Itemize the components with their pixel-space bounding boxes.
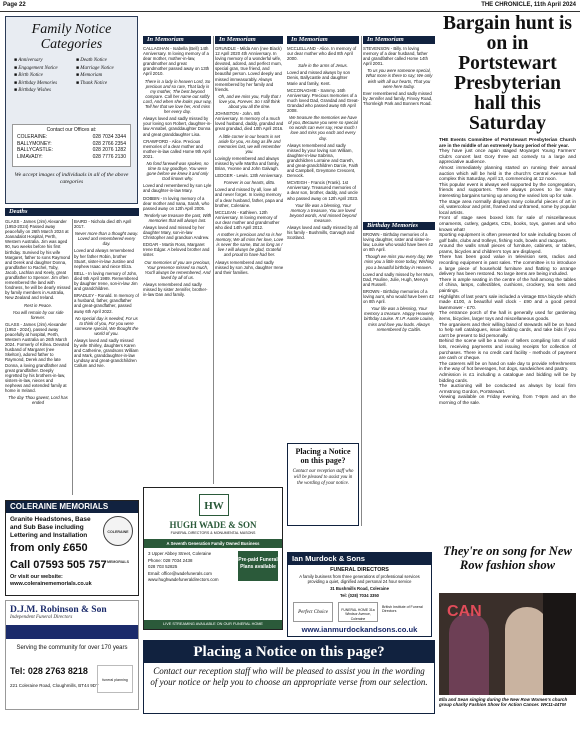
ad-title: D.J.M. Robinson & Son	[10, 605, 107, 615]
notice-text: BAIRD - Nichola died 4th April 2017.	[74, 219, 132, 230]
contact-title: Contact our Offices at:	[46, 127, 97, 133]
article-paragraph: There has been good value in television sets, radios and recording equipment in past sales. The committee is to introduce a large piece of household furniture and flatting to arrange delivery has been restored. No large items are being included.	[439, 254, 576, 277]
funeral-plan-badge: funeral planning	[97, 665, 133, 693]
column-divider	[361, 36, 362, 526]
notice-text: Always loved and missed by her daughter Mary, son-in-law Christopher and grandson Andrew.	[143, 225, 210, 241]
verse-text: You will remain by our side forever.	[12, 309, 64, 320]
notice-text: MCCLELLAND - Alice. In memory of our dear mother who died 8th April 2000.	[287, 46, 357, 62]
article-paragraph: This popular event is always well supported by the congregation, friends and supporters. There always proves to be many interesting bargains turning up among the varied lots up for sale.	[439, 181, 576, 198]
ad-subtitle: Independent Funeral Directors	[10, 615, 73, 620]
notice-text: EDGAR - Martin Ross, Margaret Irene Edgar. A beloved brother and sister.	[143, 242, 210, 258]
hw-logo-icon: HW	[199, 494, 229, 516]
article-paragraph: Highlights of last year's sale included a vintage BSA bicycle which made £100, a beautiful wall clock - £90 and a good petrol lawnmower - £70.	[439, 293, 576, 310]
placing-notice-box	[287, 443, 359, 526]
category-item: ■ Birthday Wishes	[14, 88, 51, 93]
article-paragraph: The organisers and their willing band of stewards will be on hand to help sell catalogues, issue bidding cards, and take bids if you can't be present to bid personally.	[439, 321, 576, 338]
notice-text: Ever remembered and sadly missed by Jennifer and family, Finvoy Road, Thornleigh Park and Bonners Road.	[363, 90, 433, 106]
category-list-left	[14, 57, 58, 95]
in-memoriam-heading: In Memoriam	[363, 36, 435, 44]
notice-text: BROWN - Birthday memories of a loving aunt, who would have been 42 on 8th April.	[363, 288, 434, 305]
article-paragraph: There is ample seating in the centre of the hall among the tables of china, lamps, collectibles, cushions, crockery, tea sets and paintings.	[439, 276, 576, 294]
notice-text: BROWN - Birthday memories of a loving daughter, sister and sister-in-law, Louise who would have been 42 on 8th April.	[363, 232, 433, 253]
notice-text: CALLAGHAN - Isabella (Bell) 14th Anniversary. In loving memory of a dear mother, mother-in-law, grandmother and great grandmother passed away on 13th April 2010.	[143, 46, 210, 77]
verse-text: The day Thou gavest, Lord has ended	[8, 395, 68, 406]
column-divider	[72, 219, 73, 495]
sign-text: CAN	[447, 603, 482, 620]
verse-text: No fond farewell was spoken, no time to say goodbye, You were gone before we knew it and only God knows why.	[146, 160, 209, 182]
placing-notice-banner	[143, 640, 435, 714]
news-article	[439, 14, 576, 406]
notice-text: BRADLEY - Ronald. In memory of a husband, father, grandfather and great-grandfather, passed away 6th April 2022.	[74, 293, 139, 314]
verse-text: To us you were someone special, What more is there to say; We only wish with all our hearts, That you were here today.	[365, 68, 433, 89]
ad-subtitle: FUNERAL DIRECTORS	[330, 567, 389, 573]
article-paragraph: The caterers will be on hand on sale day to provide refreshments in the way of hot beverages, hot dogs, sandwiches and pastry.	[439, 360, 576, 372]
category-item: ■ Engagement Notice	[14, 65, 58, 71]
ad-description: A family business from three generations of professional services providing a quiet, dignified and personal 24 hour service	[299, 574, 420, 584]
notice-text: Always loved and sadly missed by all his family - Bushmills, Garvagh and Scotland.	[287, 225, 358, 241]
category-item: ■ Death Notice	[76, 58, 107, 63]
banner-text: Contact our reception staff who will be pleased to assist you in the wording of your notice or help you to choose an appropriate verse from our selection.	[150, 666, 428, 688]
notice-text: MCCLEAN - Kathleen. 12th Anniversary. In loving memory of our dear mother and grandmother who died 14th April 2012.	[215, 209, 280, 230]
verse-text: A little corner in our hearts is set aside for you, As long as life and memories last, we will remember you.	[218, 133, 281, 154]
verse-text: Our memories of you are precious, Your presence missed so much, You'll always be remembered, And loved by all of us.	[144, 259, 211, 280]
contact-line: 3 Upper Abbey Street, Coleraine	[148, 551, 212, 556]
office-row: LIMAVADY: 028 7776 2130	[17, 153, 126, 160]
deaths-column	[5, 219, 71, 497]
verse-text: Never more than a thought away. Loved and remembered every day.	[74, 231, 139, 247]
contact-line: Email: office@wadefunerals.com	[148, 570, 212, 576]
in-memoriam-column-2	[143, 46, 212, 484]
paper-date: THE CHRONICLE, 11th April 2024	[481, 2, 576, 8]
article-paragraph: Behind the scene will be a team of tellers compiling lots of sold lots, receiving payments and issuing receipts for collection of purchases. There is no credit card facility - methods of payment are cash or cheque.	[439, 338, 576, 361]
article-paragraph: The stage area normally displays many colourful pieces of art in oil, watercolour and print, framed and unframed, some by popular local artists.	[439, 198, 576, 215]
contact-line: www.hughwadefuneraldirectors.com	[148, 577, 219, 582]
ad-subtitle: FUNERAL DIRECTORS & MONUMENTAL MASONS	[170, 531, 256, 535]
ad-phone: Call 07593 505 757	[10, 559, 107, 571]
verse-text: Forever in our hearts, ditto.	[223, 180, 276, 186]
ad-banner: A Seventh Generation Family Owned Business	[144, 539, 282, 548]
verse-text: Oh, and we miss you, Fully that I love you, Forever. So I still think about you all the time.	[218, 93, 281, 110]
article-paragraph: The auctioning will be conducted as always by local firm Armstrong Gordon, Portstewart.	[439, 383, 576, 394]
birthday-memories-column	[363, 232, 435, 544]
office-row: BALLYCASTLE: 028 2076 1282	[17, 147, 126, 154]
hugh-wade-ad	[143, 487, 283, 630]
notice-text: MCVEIGH - Francis (Frank). 1st Anniversary. Treasured memories of a dear son, brother, daddy, and uncle who passed away on 12th April 2023.	[287, 180, 359, 201]
banner-title: Placing a Notice on this page?	[144, 641, 434, 663]
photo-caption: Ella and Sean singing during the New Row Women's church group charity Fashion Show for Action Cancer. WK11-44TM	[439, 697, 568, 708]
ad-title: Ian Murdock & Sons	[288, 553, 431, 565]
background-figure	[543, 593, 576, 695]
notice-categories-title: Family Notice Categories	[31, 22, 112, 52]
deaths-heading: Deaths	[5, 208, 139, 216]
notice-text: Always loved and sadly missed by your loving son Robert, daughter-in-law Annabel, granddaughter Donna and great granddaughter Lisa.	[143, 116, 212, 137]
notice-text: Always remembered and sadly missed by sister Jennifer, brother-in-law Dan and family.	[143, 281, 208, 298]
funeral-home-address: FUNERAL HOME 31a Windsor Avenue, Coleraine	[338, 602, 378, 622]
in-memoriam-column-5	[363, 46, 435, 218]
verse-text: Your life was a blessing, Your memory a treasure, You are loved beyond words, And missed beyond measure.	[289, 202, 357, 223]
notice-text: GLASS - James (Jim) Alexander (1953 - 2024), passed away peacefully at hospital, Perth, Western Australia on 26th March 2024. Formerly of Kilrea. Devoted husband of Margaret (nee Skelton), adored father to Raymond, Derek and the late Donna, a loving grandfather and great grandfather. Deeply regretted by his brothers-in-law, sisters-in-law, nieces and nephews and extended family at home in Ireland.	[5, 321, 70, 393]
live-streaming-banner: LIVE STREAMING AVAILABLE ON OUR FUNERAL HOME	[144, 620, 282, 629]
contact-line: Phone: 028 7034 2438	[148, 557, 193, 563]
notice-text: GRUNDLE - Milda Ann (nee Black) 12 April 2020 4th Anniversary. In loving memory of a wonderful wife, devoted, adored, and perfect mum, special gran, true friend, and beautiful person. Loved deeply and missed immeasurably. Always remembered by her family and friends.	[215, 46, 282, 92]
article-paragraph: Almost immediately planning started on running their annual auction which will be held in the church's Central Avenue hall complex this Saturday, April 13, commencing at 12 noon.	[439, 164, 576, 182]
category-item: ■ Thank Notice	[76, 80, 108, 86]
ad-address: 221 Coleraine Road, Cloughmills, BT44 9DT	[10, 683, 99, 688]
article-paragraph: Around the walls small pieces of furniture, cabinets, or tables, prams, bicycles and children's toys are displayed.	[439, 243, 576, 254]
category-item: ■ Anniversary	[14, 58, 43, 63]
page-header	[0, 0, 580, 12]
ad-years: Serving the community for over 170 years	[16, 645, 128, 651]
verse-text: Rest in Peace.	[24, 302, 52, 308]
ian-murdock-ad	[287, 552, 432, 637]
notice-text: JOHNSTON - John. 8th Anniversary. In memory of a much loved husband, daddy, grandad and great grandad, died 10th April 2016.	[215, 111, 284, 132]
ad-title: COLERAINE MEMORIALS	[6, 501, 138, 513]
fashion-story	[439, 544, 576, 708]
category-list-right	[76, 57, 114, 87]
verse-text: Tenderly we treasure the past, With memories that will always last.	[143, 212, 212, 223]
verse-text: A mother is precious and so is her memory, We all miss her love, Love is never the same, But as long as I live I will always be glad, Grateful and proud to have had her.	[215, 232, 284, 258]
article-paragraph: Sporting equipment is often presented for sale including boxes of golf balls, clubs and trolleys, fishing rods, bowls and racquets.	[439, 232, 576, 243]
category-item: ■ Memoriam	[76, 73, 103, 78]
notice-categories-box	[5, 16, 138, 204]
notice-text: Loved and remembered by son Lyle and daughter-in-law Mary.	[143, 183, 212, 194]
ad-contact	[148, 551, 233, 584]
page-number: Page 22	[3, 2, 26, 8]
singer-figure	[449, 613, 489, 695]
notice-text: LEDGER - Lewis. 13th Anniversary.	[215, 173, 283, 179]
ad-website: www.ianmurdockandsons.co.uk	[301, 625, 418, 634]
images-note: We accept images of individuals in all of the above categories	[14, 172, 129, 185]
ad-price: from only £650	[10, 542, 88, 554]
article-paragraph: Admission is £1 including a catalogue and bidding will be by bidding cards.	[439, 371, 576, 383]
notice-text: Loved and always remembered by her father Robin, brother Stuart, sister-in-law Justine and nephew Isaac and niece Eliza.	[74, 248, 134, 269]
notice-text: BELL - In loving memory of John, died 9th April 1989. Remembered by daughter Irene, son-in-law Jim and grandchildren.	[74, 270, 139, 292]
placing-text: Contact our reception staff who will be pleased to assist you in the wording of your notice.	[292, 469, 354, 486]
office-row: COLERAINE: 028 7034 3344	[17, 134, 126, 141]
verse-text: No special day is needed, For us to think of you, For you were someone special, We thought the world of you.	[74, 315, 139, 336]
ad-phone: Tel: 028 2763 8218	[10, 666, 88, 676]
notice-text: Loved and missed always by son Denis, Ballycastle and daughter Marie and family, Kent.	[287, 70, 351, 86]
ad-website: Or visit our website: www.colerainememorials.co.uk	[10, 574, 92, 587]
notice-text: GLASS - James (Jim) Alexander (1953-2024) Passed away peacefully on 26th March 2024 at Joanadalot Hospital, Perth, Western Australia. Jim was aged 90, two weeks before his first birthday. Survived by his wife Margaret, father to sons Raymond and Derek and daughter Donna, grandfather to Rachel, Toby, Jacob, Lachlan and Keely, great grandfather to Spencer. Jim often remembered the land with fondness, he will be dearly missed by family members in Australia, New Zealand and Ireland.	[5, 219, 71, 301]
verse-text: Your life was a blessing, Your memory a treasure. Happy Heavenly birthday Louise. R.I.P. Auntie Louise, miss and love you loads. Always remembered by Caitlin.	[364, 306, 434, 332]
coleraine-memorials-ad	[5, 500, 139, 596]
notice-text: Lovingly remembered and always missed by wife Martha and family, Brian, Yvonne and John Galvagh.	[215, 155, 280, 172]
notice-text: Loved and missed by all, love all and never forget. In loving memory of a dear husband, father, papa and brother, Coleraine.	[215, 187, 284, 208]
placing-title: Placing a Notice on this page?	[295, 447, 351, 465]
in-memoriam-heading: In Memoriam	[287, 36, 359, 44]
verse-text: Though we miss you every day, We miss you a little more today, Wishing you a beautiful birthday in Heaven.	[364, 254, 434, 270]
article-paragraph: They have just once again staged Moyarget Young Farmers' Club's concert last Gory three act comedy to a large and appreciative audience.	[439, 148, 576, 165]
category-item: ■ Marriage Notice	[76, 65, 114, 71]
ad-phone: Tel: (028) 7034 3350	[339, 593, 380, 598]
ad-title: HUGH WADE & SON	[169, 520, 257, 530]
category-item: ■ Birth Notice	[14, 73, 43, 78]
article-paragraph: Viewing available on Friday evening, from 7-9pm and on the morning of the sale.	[439, 394, 576, 405]
notice-text: Loved and sadly missed by her Mum, Dad, Pauline, Julie, Hugh, Mervyn and Russell.	[363, 271, 435, 287]
notice-text: Always remembered and sadly missed by your loving son William, daughter-in-law Sabrina, grandchildren Lorraine and Gareth, and great-grandchildren Darcie, Faith and Campbell, Greystone Crescent, Dervock.	[287, 142, 359, 179]
article-paragraph: THE Events Committee of Portstewart Presbyterian Church are in the middle of an extremely busy period of their year.	[439, 137, 576, 148]
category-item: ■ Birthday Memories	[14, 80, 58, 86]
verse-text: Safe in the arms of Jesus.	[298, 63, 348, 69]
notice-text: Always remembered and sadly missed by son John, daughter Irene and their families.	[215, 259, 284, 275]
notice-text: CRAWFORD - Alice. Precious memories of a dear mother and mother-in-law called Home 9th April 2021.	[143, 138, 211, 159]
article-headline: Bargain hunt is on in Portstewart Presbyterian hall this Saturday	[443, 13, 572, 134]
verse-text: We treasure the memories we have of you, Because you were so special no words can ever say, How much I love and miss you each and every day.	[288, 115, 358, 141]
memorial-logo-icon: COLERAINE MEMORIALS	[103, 516, 133, 546]
prepaid-plans-badge: Pre-paid Funeral Plans available	[238, 551, 278, 581]
in-memoriam-column-1	[74, 219, 139, 497]
in-memoriam-column-3	[215, 46, 284, 484]
ad-address: 31 Bushmills Road, Coleraine	[330, 586, 389, 591]
office-row: BALLYMONEY: 028 2766 2354	[17, 140, 126, 147]
singers-photo	[439, 593, 576, 695]
ad-banner	[6, 625, 138, 639]
notice-text: STEVENSON - Billy. In loving memory of a dear husband, father and grandfather called Home 14th April 2001.	[363, 46, 428, 67]
article-paragraph: The entrance porch of the hall is generally used for gardening items, bicycles, larger toys and miscellaneous goods.	[439, 310, 576, 321]
article-paragraph: Front of stage sees boxed lots for sale of miscellaneous ornaments, cutlery, gadgets, CDs, books, toys, games and who knows what!	[439, 215, 576, 232]
article-body	[439, 137, 576, 406]
office-contacts	[12, 124, 131, 167]
perfect-choice-logo-icon: Perfect Choice	[293, 602, 333, 622]
in-memoriam-heading: In Memoriam	[215, 36, 283, 44]
verse-text: There is a lady in heaven Lord, So precious and so rare, That lady is my mother, The best beyond compare. Call her name out softly Lord, And when she looks your way, Tell her that we love her, And miss her every day.	[143, 78, 212, 115]
ad-offer: Granite Headstones, Base and Sub Base including Lettering and Installation	[10, 516, 91, 539]
in-memoriam-column-4	[287, 46, 359, 440]
fashion-headline: They're on song for New Row fashion show	[443, 544, 572, 572]
column-divider	[213, 36, 214, 484]
birthday-memories-heading: Birthday Memories	[363, 222, 435, 230]
bifd-badge: British Institute of Funeral Directors	[382, 605, 423, 614]
notice-text: Always loved and sadly missed by wife Shirley, daughters Karen and Catherine, grandsons William and Mark, granddaughter-in-law Lyndsay and great-grandchildren Callum and Ivie.	[74, 337, 139, 369]
contact-line: 028 703 52825	[148, 564, 178, 569]
notice-text: MCCONAGHIE - Sammy. 16th Anniversary. Precious memories of a much loved Dad, Grandad and Great-Grandad who passed away 6th April 2008.	[287, 87, 359, 114]
djm-robinson-ad	[5, 600, 139, 710]
in-memoriam-heading: In Memoriam	[143, 36, 211, 44]
notice-text: DOBBIN - In loving memory of a dear mother and nana, Sarah, who passed away on 12th April 2005.	[143, 195, 210, 211]
